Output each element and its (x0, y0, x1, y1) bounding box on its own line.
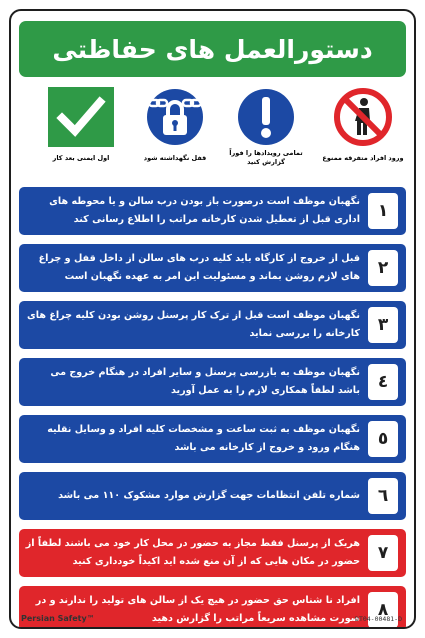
icon-card-lock (133, 87, 217, 167)
rule-text: افراد نا شناس حق حضور در هیچ یک از سالن های تولید را ندارند و در صورت مشاهده سریعاً مراتب را گزارش دهید (35, 595, 360, 624)
rule-number: ٢ (368, 250, 398, 286)
brand-label: Persian Safety™ (21, 614, 95, 623)
rule-text: نگهبان موظف است درصورت باز بودن درب سالن و یا محوطه های اداری قبل از تعطیل شدن کارخانه مراتب را اطلاع رسانی کند (49, 196, 360, 225)
rule-text: قبل از خروج از کارگاه باید کلیه درب های سالن از داخل قفل و چراغ های لازم روشن بماند و مسئولیت این امر به عهده نگهبان است (38, 253, 360, 282)
icon-caption: قفل نگهداشته شود (143, 153, 207, 162)
exclamation-icon (233, 87, 299, 147)
no-entry-person-icon (330, 87, 396, 147)
icon-card-no-entry (321, 87, 405, 167)
check-mark-icon (48, 87, 114, 147)
rule-number: ١ (368, 193, 398, 229)
icon-row (11, 87, 414, 187)
icon-card-safety-first (39, 87, 123, 167)
rule-number: ٥ (368, 421, 398, 457)
rule-number: ٤ (368, 364, 398, 400)
rule-item (19, 472, 406, 520)
rule-text: نگهبان موظف است قبل از ترک کار پرسنل روشن بودن کلیه چراغ های کارخانه را بررسی نماید (26, 310, 360, 339)
footer (11, 614, 414, 627)
icon-caption: تمامی رویدادها را فوراً گزارش کنید (229, 149, 303, 166)
rule-item (19, 415, 406, 463)
product-code: DT04-00481-D (355, 615, 402, 623)
rule-number: ٧ (368, 535, 398, 571)
rule-number: ٨ (368, 592, 398, 628)
safety-sign (9, 9, 416, 629)
rule-number: ٦ (368, 478, 398, 514)
rule-number: ٣ (368, 307, 398, 343)
icon-card-report (224, 87, 308, 167)
rule-item (19, 529, 406, 577)
rule-text: نگهبان موظف به ثبت ساعت و مشخصات کلیه افراد و وسایل نقلیه هنگام ورود و خروج از کارخانه می باشد (47, 424, 360, 453)
icon-caption: ورود افراد متفرقه ممنوع (322, 153, 404, 162)
icon-caption: اول ایمنی بعد کار (52, 153, 110, 162)
rule-text: نگهبان موظف به بازرسی پرسنل و سایر افراد در هنگام خروج می باشد لطفاً همکاری لازم را به عمل آورید (50, 367, 360, 396)
rule-item (19, 244, 406, 292)
rule-text: شماره تلفن انتظامات جهت گزارش موارد مشکوک ۱۱۰ می باشد (58, 490, 360, 501)
rule-item (19, 358, 406, 406)
sign-title: دستورالعمل های حفاظتی (19, 21, 406, 77)
rule-item (19, 187, 406, 235)
rule-item (19, 301, 406, 349)
rule-text: هریک از پرسنل فقط مجاز به حضور در محل کار خود می باشند لطفاً از حضور در مکان هایی که از آن منع شده اید اکیداً خودداری کنید (25, 538, 360, 567)
padlock-chain-icon (142, 87, 208, 147)
